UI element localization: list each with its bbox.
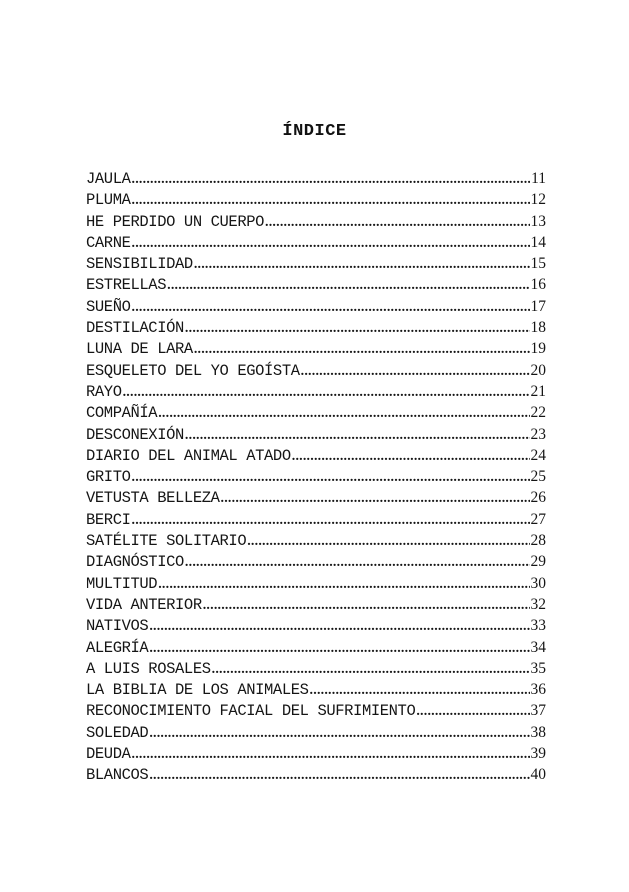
toc-entry-page: 32 [530,595,546,613]
toc-entry-title: VETUSTA BELLEZA [86,489,220,508]
toc-entry-title: RAYO [86,382,122,401]
toc-entry-title: CARNE [86,233,131,252]
dot-leader [265,212,529,233]
dot-leader [149,723,529,744]
dot-leader [132,169,531,190]
toc-entry-page: 26 [530,489,546,507]
dot-leader [132,190,530,211]
toc-entry [86,402,546,423]
toc-entry-page: 38 [530,723,546,741]
toc-entry-page: 22 [530,404,546,422]
toc-entry [86,573,546,594]
dot-leader [221,488,530,509]
toc-entry [86,168,546,189]
dot-leader [194,254,530,275]
toc-entry-page: 40 [530,766,546,784]
dot-leader [292,446,530,467]
toc-entry [86,530,546,551]
toc-entry [86,658,546,679]
dot-leader [123,382,530,403]
toc-entry [86,615,546,636]
toc-entry-page: 17 [530,297,546,315]
toc-entry-page: 18 [530,319,546,337]
toc-entry-page: 14 [530,233,546,251]
toc-entry-title: LUNA DE LARA [86,340,193,359]
dot-leader [301,361,530,382]
toc-entry-page: 27 [530,510,546,528]
dot-leader [310,680,530,701]
toc-entry [86,487,546,508]
toc-entry-page: 16 [530,276,546,294]
toc-entry-title: MULTITUD [86,574,158,593]
toc-entry-title: HE PERDIDO UN CUERPO [86,212,265,231]
toc-entry-page: 13 [530,212,546,230]
toc-entry [86,445,546,466]
toc-entry-title: SUEÑO [86,297,131,316]
toc-entry-title: ESTRELLAS [86,276,167,295]
toc-entry-title: BLANCOS [86,766,149,785]
toc-entry-page: 28 [530,532,546,550]
toc-entry [86,764,546,785]
toc-entry-title: NATIVOS [86,617,149,636]
dot-leader [416,701,529,722]
toc-entry-title: COMPAÑÍA [86,404,158,423]
toc-entry-page: 25 [530,468,546,486]
toc-entry [86,743,546,764]
toc-entry-page: 39 [530,745,546,763]
toc-entry [86,509,546,530]
toc-entry-title: DEUDA [86,745,131,764]
toc-entry [86,679,546,700]
toc-entry-page: 36 [530,681,546,699]
toc-entry-page: 35 [530,659,546,677]
toc-entry-page: 23 [530,425,546,443]
toc-entry [86,211,546,232]
toc-entry-page: 37 [530,702,546,720]
dot-leader [132,297,530,318]
toc-entry-page: 34 [530,638,546,656]
toc-entry-title: BERCI [86,510,131,529]
toc-entry-page: 24 [530,446,546,464]
toc-entry-page: 19 [530,340,546,358]
toc-entry-title: SOLEDAD [86,723,149,742]
dot-leader [132,467,530,488]
toc-entry-page: 30 [530,574,546,592]
toc-entry [86,700,546,721]
dot-leader [247,531,529,552]
dot-leader [149,616,529,637]
dot-leader [212,659,530,680]
toc-entry-page: 11 [531,170,546,187]
dot-leader [185,425,530,446]
dot-leader [158,403,529,424]
toc-entry [86,424,546,445]
toc-entry-title: PLUMA [86,191,131,210]
dot-leader [149,765,529,786]
toc-entry-page: 33 [530,617,546,635]
toc-entry-title: SATÉLITE SOLITARIO [86,532,247,551]
dot-leader [185,318,530,339]
toc-entry-title: VIDA ANTERIOR [86,595,202,614]
dot-leader [167,275,529,296]
table-of-contents [86,168,546,786]
toc-entry-title: LA BIBLIA DE LOS ANIMALES [86,681,309,700]
toc-entry [86,722,546,743]
toc-entry [86,296,546,317]
toc-entry [86,594,546,615]
toc-entry-title: DESTILACIÓN [86,319,184,338]
toc-entry [86,317,546,338]
dot-leader [132,510,530,531]
toc-entry-title: DIAGNÓSTICO [86,553,184,572]
dot-leader [132,233,530,254]
toc-entry [86,360,546,381]
toc-entry [86,637,546,658]
toc-entry-title: DIARIO DEL ANIMAL ATADO [86,446,291,465]
dot-leader [149,638,529,659]
toc-entry [86,338,546,359]
toc-entry-title: ALEGRÍA [86,638,149,657]
toc-entry [86,274,546,295]
toc-entry-title: ESQUELETO DEL YO EGOÍSTA [86,361,300,380]
page-title: ÍNDICE [282,122,347,141]
dot-leader [158,574,529,595]
toc-entry [86,551,546,572]
dot-leader [132,744,530,765]
toc-entry-page: 15 [530,255,546,273]
toc-entry [86,381,546,402]
dot-leader [194,339,530,360]
toc-entry-title: A LUIS ROSALES [86,659,211,678]
toc-entry [86,466,546,487]
toc-entry-page: 21 [530,382,546,400]
toc-entry-title: RECONOCIMIENTO FACIAL DEL SUFRIMIENTO [86,702,416,721]
toc-entry-title: GRITO [86,468,131,487]
toc-entry-title: DESCONEXIÓN [86,425,184,444]
toc-entry [86,232,546,253]
dot-leader [185,552,530,573]
toc-entry-page: 12 [530,191,546,209]
toc-entry-page: 20 [530,361,546,379]
toc-entry [86,189,546,210]
toc-entry-title: SENSIBILIDAD [86,255,193,274]
toc-entry-title: JAULA [86,170,131,188]
toc-entry-page: 29 [530,553,546,571]
toc-entry [86,253,546,274]
dot-leader [203,595,530,616]
